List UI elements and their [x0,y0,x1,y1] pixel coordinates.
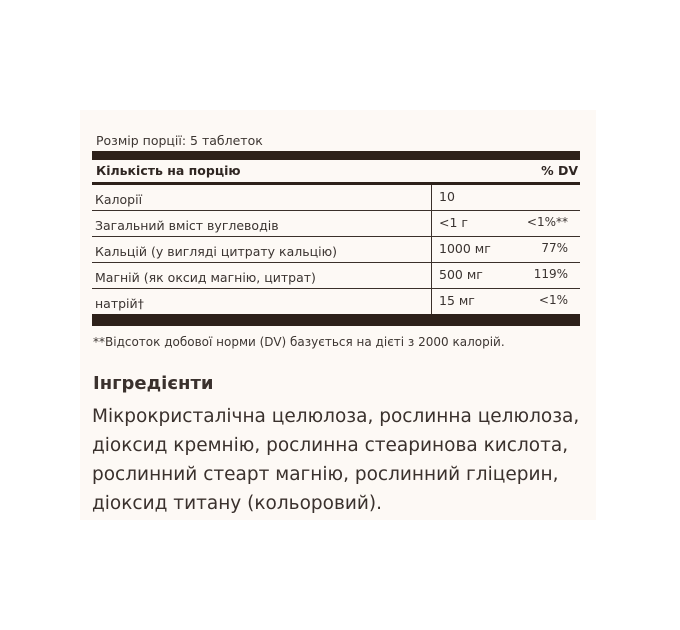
dv-header: % DV [541,163,578,178]
nutrient-name: Магній (як оксид магнію, цитрат) [95,270,316,285]
nutrient-amount: <1 г [439,215,468,230]
nutrient-name: натрій† [95,296,144,311]
nutrient-name: Калорії [95,192,143,207]
ingredients-line: діоксид кремнію, рослинна стеаринова кислота, [92,435,569,456]
table-row [92,211,580,236]
ingredients-line: діоксид титану (кольоровий). [92,493,382,514]
nutrient-dv: <1% [538,293,568,307]
nutrient-name: Кальцій (у вигляді цитрату кальцію) [95,244,337,259]
nutrient-amount: 15 мг [439,293,475,308]
nutrient-dv: 77% [541,241,568,255]
dv-footnote: **Відсоток добової норми (DV) базується на дієті з 2000 калорій. [93,335,505,349]
nutrient-amount: 10 [439,189,455,204]
table-row [92,237,580,262]
table-row [92,185,580,210]
top-divider-bar [92,151,580,160]
ingredients-line: Мікрокристалічна целюлоза, рослинна целюлоза, [92,406,580,427]
nutrient-amount: 500 мг [439,267,483,282]
ingredients-list [92,402,582,518]
nutrient-dv: 119% [533,267,568,281]
ingredients-line: рослинний стеарт магнію, рослинний гліцерин, [92,464,559,485]
nutrient-amount: 1000 мг [439,241,491,256]
nutrient-dv: <1%** [526,215,568,229]
table-row [92,289,580,314]
bottom-divider-bar [92,314,580,326]
table-row [92,263,580,288]
serving-size: Розмір порції: 5 таблеток [96,133,263,148]
table-header [92,162,580,180]
ingredients-title: Інгредієнти [93,373,214,394]
nutrient-name: Загальний вміст вуглеводів [95,218,279,233]
amount-per-serving-header: Кількість на порцію [96,163,241,178]
